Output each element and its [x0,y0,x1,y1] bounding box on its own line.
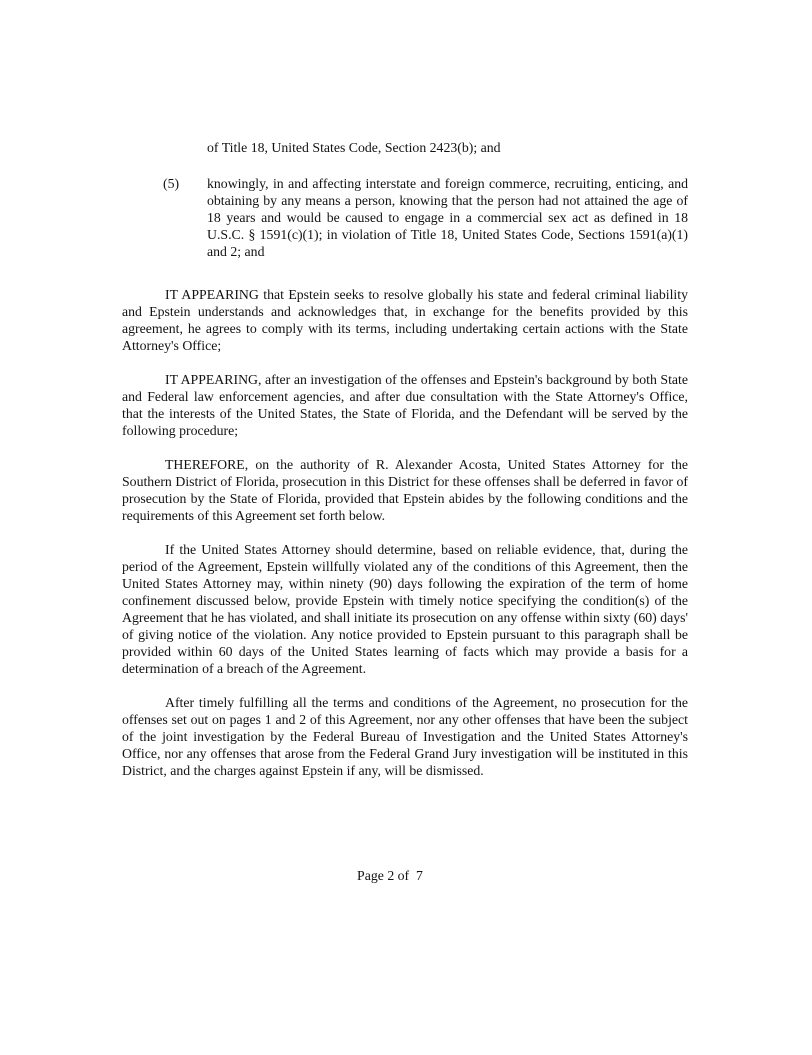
list-item-5-number: (5) [163,176,180,191]
paragraph-it-appearing-1: IT APPEARING that Epstein seeks to resolve globally his state and federal criminal liability and Epstein understands and acknowledges that, in exchange for the benefits provided by this agreement, he agrees to comply with its terms, including undertaking certain actions with the State Attorney's Office; [122,287,688,353]
paragraph-violation-terms: If the United States Attorney should determine, based on reliable evidence, that, during the period of the Agreement, Epstein willfully violated any of the conditions of this Agreement, then the United States Attorney may, within ninety (90) days following the expiration of the term of home confinement discussed below, provide Epstein with timely notice specifying the condition(s) of the Agreement that he has violated, and shall initiate its prosecution on any offense within sixty (60) days' of giving notice of the violation. Any notice provided to Epstein pursuant to this paragraph shall be provided within 60 days of the United States learning of facts which may provide a basis for a determination of a breach of the Agreement. [122,542,688,676]
paragraph-therefore: THEREFORE, on the authority of R. Alexander Acosta, United States Attorney for the Southern District of Florida, prosecution in this District for these offenses shall be deferred in favor of prosecution by the State of Florida, provided that Epstein abides by the following conditions and the requirements of this Agreement set forth below. [122,457,688,523]
document-body [122,139,688,779]
page-number: Page 2 of 7 [357,868,423,883]
list-item-5 [122,175,688,260]
paragraph-it-appearing-2: IT APPEARING, after an investigation of the offenses and Epstein's background by both State and Federal law enforcement agencies, and after due consultation with the State Attorney's Office, that the interests of the United States, the State of Florida, and the Defendant will be served by the following procedure; [122,372,688,438]
list-item-4-continuation: of Title 18, United States Code, Section 2423(b); and [207,140,501,155]
paragraph-no-prosecution: After timely fulfilling all the terms and conditions of the Agreement, no prosecution for the offenses set out on pages 1 and 2 of this Agreement, nor any other offenses that have been the subject of the joint investigation by the Federal Bureau of Investigation and the United States Attorney's Office, nor any offenses that arose from the Federal Grand Jury investigation will be instituted in this District, and the charges against Epstein if any, will be dismissed. [122,695,688,778]
list-item-5-text: knowingly, in and affecting interstate and foreign commerce, recruiting, enticing, and obtaining by any means a person, knowing that the person had not attained the age of 18 years and would be caused to engage in a commercial sex act as defined in 18 U.S.C. § 1591(c)(1); in violation of Title 18, United States Code, Sections 1591(a)(1) and 2; and [207,176,688,259]
